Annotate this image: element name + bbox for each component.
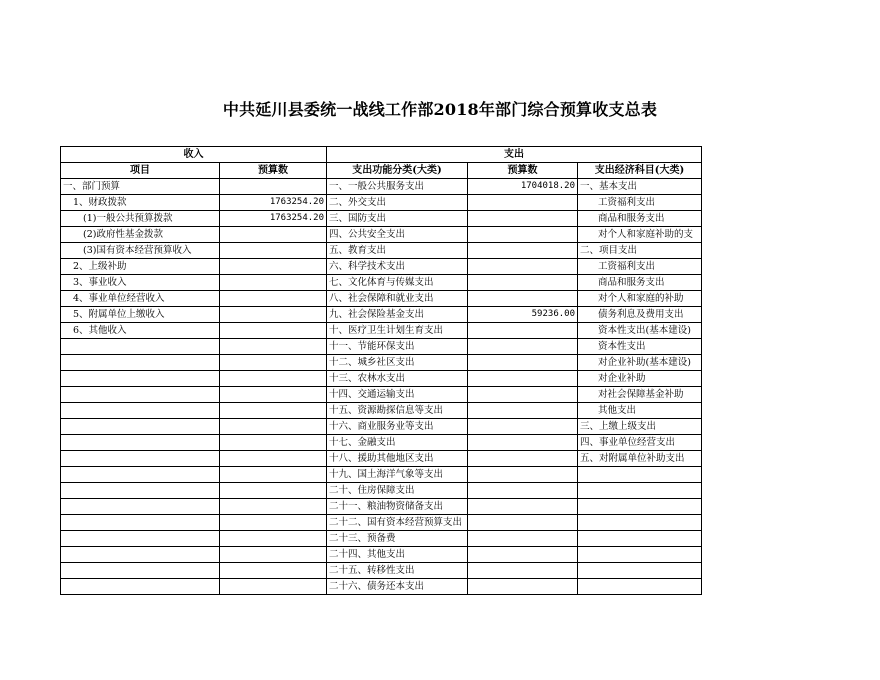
econ-class-cell: 资本性支出 [578, 339, 702, 355]
table-row [61, 387, 702, 403]
income-item-cell: 一、部门预算 [61, 179, 220, 195]
table-row [61, 323, 702, 339]
func-amount-cell [468, 563, 578, 579]
func-amount-cell [468, 403, 578, 419]
income-item-cell [61, 467, 220, 483]
func-amount-cell [468, 387, 578, 403]
col-budget-header: 预算数 [220, 163, 327, 179]
econ-class-cell: 工资福利支出 [578, 259, 702, 275]
income-amount-cell [220, 531, 327, 547]
econ-class-cell: 一、基本支出 [578, 179, 702, 195]
table-row [61, 547, 702, 563]
func-amount-cell [468, 483, 578, 499]
col-budget2-header: 预算数 [468, 163, 578, 179]
func-class-cell: 二十、住房保障支出 [327, 483, 468, 499]
table-row [61, 403, 702, 419]
income-item-cell [61, 387, 220, 403]
econ-class-cell [578, 579, 702, 595]
income-amount-cell [220, 515, 327, 531]
table-row [61, 259, 702, 275]
income-amount-cell [220, 307, 327, 323]
income-item-cell [61, 371, 220, 387]
income-item-cell [61, 451, 220, 467]
func-amount-cell [468, 243, 578, 259]
func-amount-cell [468, 515, 578, 531]
expense-header: 支出 [327, 147, 702, 163]
table-row [61, 227, 702, 243]
econ-class-cell: 对企业补助 [578, 371, 702, 387]
func-class-cell: 十四、交通运输支出 [327, 387, 468, 403]
income-amount-cell [220, 323, 327, 339]
table-row [61, 419, 702, 435]
table-row [61, 579, 702, 595]
func-amount-cell [468, 195, 578, 211]
income-item-cell [61, 435, 220, 451]
func-class-cell: 十、医疗卫生计划生育支出 [327, 323, 468, 339]
table-row [61, 243, 702, 259]
income-item-cell [61, 483, 220, 499]
func-amount-cell: 59236.00 [468, 307, 578, 323]
income-amount-cell [220, 259, 327, 275]
econ-class-cell [578, 515, 702, 531]
income-amount-cell [220, 467, 327, 483]
income-amount-cell [220, 179, 327, 195]
func-class-cell: 十五、资源勘探信息等支出 [327, 403, 468, 419]
income-item-cell [61, 579, 220, 595]
income-amount-cell [220, 435, 327, 451]
income-item-cell [61, 339, 220, 355]
income-item-cell: 3、事业收入 [61, 275, 220, 291]
income-amount-cell [220, 547, 327, 563]
income-item-cell [61, 547, 220, 563]
income-item-cell [61, 531, 220, 547]
econ-class-cell: 资本性支出(基本建设) [578, 323, 702, 339]
income-item-cell: (1)一般公共预算拨款 [61, 211, 220, 227]
table-row [61, 515, 702, 531]
income-item-cell [61, 419, 220, 435]
func-class-cell: 十三、农林水支出 [327, 371, 468, 387]
func-amount-cell [468, 467, 578, 483]
income-header: 收入 [61, 147, 327, 163]
income-item-cell: (3)国有资本经营预算收入 [61, 243, 220, 259]
income-item-cell [61, 403, 220, 419]
table-row [61, 307, 702, 323]
func-class-cell: 十二、城乡社区支出 [327, 355, 468, 371]
income-amount-cell [220, 291, 327, 307]
econ-class-cell: 二、项目支出 [578, 243, 702, 259]
econ-class-cell [578, 563, 702, 579]
income-amount-cell [220, 275, 327, 291]
econ-class-cell [578, 467, 702, 483]
func-amount-cell: 1704018.20 [468, 179, 578, 195]
econ-class-cell [578, 531, 702, 547]
income-amount-cell: 1763254.20 [220, 195, 327, 211]
income-item-cell: 1、财政拨款 [61, 195, 220, 211]
econ-class-cell: 五、对附属单位补助支出 [578, 451, 702, 467]
table-row [61, 195, 702, 211]
func-amount-cell [468, 451, 578, 467]
col-func-class-header: 支出功能分类(大类) [327, 163, 468, 179]
table-body [61, 179, 702, 595]
income-amount-cell [220, 403, 327, 419]
econ-class-cell: 商品和服务支出 [578, 211, 702, 227]
income-item-cell [61, 563, 220, 579]
func-amount-cell [468, 291, 578, 307]
income-amount-cell [220, 339, 327, 355]
func-class-cell: 二十五、转移性支出 [327, 563, 468, 579]
income-amount-cell [220, 419, 327, 435]
page-title: 中共延川县委统一战线工作部2018年部门综合预算收支总表 [222, 100, 658, 119]
table-row [61, 451, 702, 467]
income-item-cell: 2、上级补助 [61, 259, 220, 275]
func-amount-cell [468, 339, 578, 355]
income-amount-cell [220, 387, 327, 403]
func-class-cell: 一、一般公共服务支出 [327, 179, 468, 195]
income-item-cell: (2)政府性基金拨款 [61, 227, 220, 243]
econ-class-cell: 债务利息及费用支出 [578, 307, 702, 323]
econ-class-cell: 对社会保障基金补助 [578, 387, 702, 403]
econ-class-cell: 四、事业单位经营支出 [578, 435, 702, 451]
income-amount-cell [220, 371, 327, 387]
func-class-cell: 五、教育支出 [327, 243, 468, 259]
func-class-cell: 二十一、粮油物资储备支出 [327, 499, 468, 515]
budget-table [60, 146, 702, 595]
func-amount-cell [468, 211, 578, 227]
econ-class-cell: 商品和服务支出 [578, 275, 702, 291]
income-item-cell: 4、事业单位经营收入 [61, 291, 220, 307]
table-row [61, 339, 702, 355]
income-amount-cell [220, 563, 327, 579]
econ-class-cell [578, 547, 702, 563]
table-row [61, 563, 702, 579]
func-amount-cell [468, 371, 578, 387]
func-amount-cell [468, 259, 578, 275]
table-row [61, 179, 702, 195]
func-amount-cell [468, 499, 578, 515]
func-amount-cell [468, 547, 578, 563]
table-row [61, 531, 702, 547]
income-item-cell: 5、附属单位上缴收入 [61, 307, 220, 323]
table-row [61, 371, 702, 387]
col-item-header: 项目 [61, 163, 220, 179]
econ-class-cell [578, 483, 702, 499]
econ-class-cell: 工资福利支出 [578, 195, 702, 211]
econ-class-cell: 对企业补助(基本建设) [578, 355, 702, 371]
func-class-cell: 六、科学技术支出 [327, 259, 468, 275]
func-amount-cell [468, 435, 578, 451]
func-amount-cell [468, 531, 578, 547]
income-item-cell [61, 515, 220, 531]
func-amount-cell [468, 579, 578, 595]
income-amount-cell [220, 227, 327, 243]
table-row [61, 467, 702, 483]
table-row [61, 483, 702, 499]
income-item-cell: 6、其他收入 [61, 323, 220, 339]
income-amount-cell: 1763254.20 [220, 211, 327, 227]
func-class-cell: 十七、金融支出 [327, 435, 468, 451]
table-row [61, 499, 702, 515]
income-amount-cell [220, 499, 327, 515]
income-item-cell [61, 499, 220, 515]
func-amount-cell [468, 355, 578, 371]
income-item-cell [61, 355, 220, 371]
func-class-cell: 八、社会保障和就业支出 [327, 291, 468, 307]
econ-class-cell: 三、上缴上级支出 [578, 419, 702, 435]
table-row [61, 435, 702, 451]
income-amount-cell [220, 243, 327, 259]
table-row [61, 291, 702, 307]
func-amount-cell [468, 227, 578, 243]
func-class-cell: 二十六、债务还本支出 [327, 579, 468, 595]
table-row [61, 275, 702, 291]
func-class-cell: 二十二、国有资本经营预算支出 [327, 515, 468, 531]
econ-class-cell: 对个人和家庭的补助 [578, 291, 702, 307]
func-class-cell: 十九、国土海洋气象等支出 [327, 467, 468, 483]
func-amount-cell [468, 323, 578, 339]
func-class-cell: 十一、节能环保支出 [327, 339, 468, 355]
func-class-cell: 十八、援助其他地区支出 [327, 451, 468, 467]
income-amount-cell [220, 483, 327, 499]
func-class-cell: 二十三、预备费 [327, 531, 468, 547]
func-class-cell: 三、国防支出 [327, 211, 468, 227]
income-amount-cell [220, 355, 327, 371]
func-class-cell: 二、外交支出 [327, 195, 468, 211]
func-class-cell: 七、文化体育与传媒支出 [327, 275, 468, 291]
func-amount-cell [468, 275, 578, 291]
econ-class-cell: 对个人和家庭补助的支 [578, 227, 702, 243]
income-amount-cell [220, 579, 327, 595]
col-econ-class-header: 支出经济科目(大类) [578, 163, 702, 179]
func-class-cell: 九、社会保险基金支出 [327, 307, 468, 323]
func-amount-cell [468, 419, 578, 435]
func-class-cell: 四、公共安全支出 [327, 227, 468, 243]
econ-class-cell [578, 499, 702, 515]
income-amount-cell [220, 451, 327, 467]
econ-class-cell: 其他支出 [578, 403, 702, 419]
func-class-cell: 十六、商业服务业等支出 [327, 419, 468, 435]
table-row [61, 211, 702, 227]
func-class-cell: 二十四、其他支出 [327, 547, 468, 563]
table-row [61, 355, 702, 371]
